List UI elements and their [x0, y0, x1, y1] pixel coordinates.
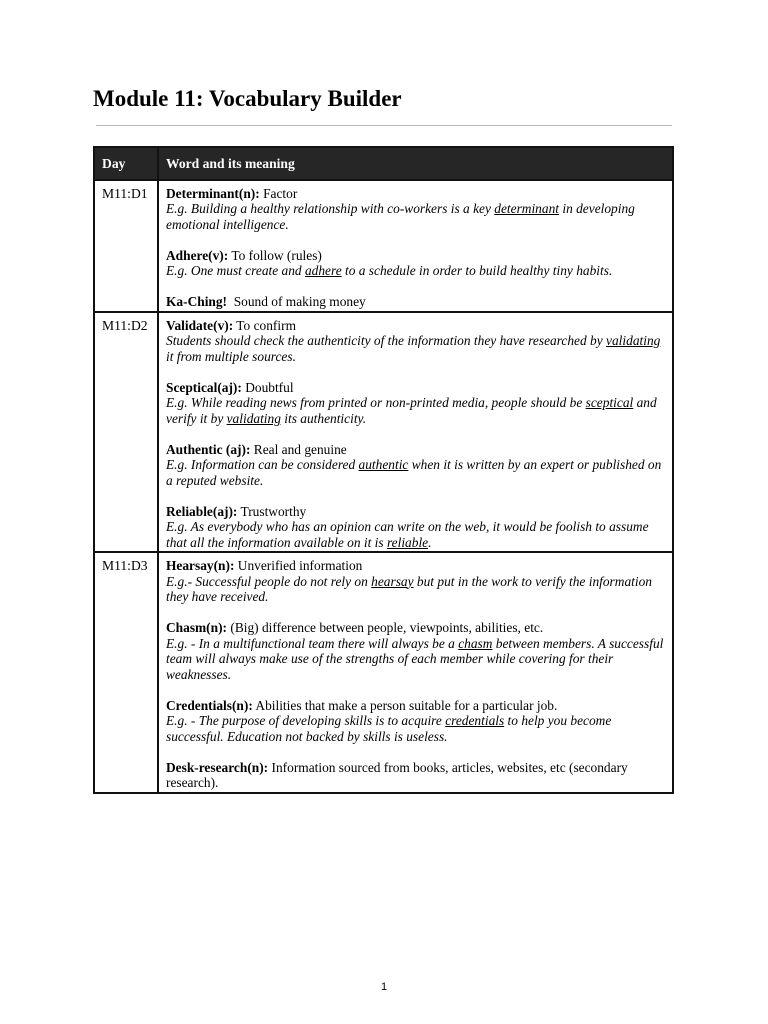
- day-cell: M11:D3: [94, 552, 158, 793]
- meaning: (Big) difference between people, viewpoints, abilities, etc.: [227, 620, 544, 635]
- words-cell: [158, 180, 673, 312]
- example-text: E.g. Building a healthy relationship with co-workers is a key: [166, 201, 495, 216]
- example-text: and verify it by: [166, 395, 657, 426]
- example-keyword: reliable: [386, 534, 429, 550]
- example-keyword: validating: [226, 410, 281, 426]
- term: Validate(v):: [166, 317, 234, 333]
- day-cell: M11:D2: [94, 312, 158, 553]
- term: Sceptical(aj):: [166, 379, 242, 395]
- example-text: to help you become successful. Education not backed by skills is useless.: [166, 713, 612, 744]
- words-cell: [158, 312, 673, 553]
- example-sentence: [166, 457, 666, 488]
- example-keyword: hearsay: [371, 573, 414, 589]
- vocab-entry: [166, 318, 666, 365]
- example-sentence: [166, 201, 666, 232]
- example-sentence: [166, 574, 666, 605]
- example-keyword: sceptical: [585, 395, 634, 410]
- example-keyword: chasm: [458, 635, 493, 651]
- example-text: E.g. As everybody who has an opinion can write on the web, it would be foolish to assume that all the information available on it is: [166, 519, 649, 550]
- vocab-entry: [166, 248, 666, 279]
- page-number: 1: [380, 981, 388, 993]
- example-keyword: authentic: [358, 457, 409, 472]
- vocab-entry: [166, 698, 666, 745]
- meaning: Information sourced from books, articles, websites, etc (secondary research).: [166, 759, 628, 790]
- example-text: to a schedule in order to build healthy tiny habits.: [341, 263, 613, 278]
- title-divider: [96, 125, 672, 126]
- header-day: Day: [94, 147, 158, 180]
- term: Hearsay(n):: [166, 558, 235, 573]
- example-text: its authenticity.: [280, 410, 367, 426]
- vocab-entry: [166, 294, 666, 310]
- example-keyword: determinant: [494, 201, 559, 216]
- meaning: Unverified information: [234, 558, 363, 573]
- table-row: [94, 180, 673, 312]
- vocab-entry: [166, 186, 666, 233]
- words-cell: [158, 552, 673, 793]
- vocab-entry: [166, 620, 666, 682]
- day-cell: M11:D1: [94, 180, 158, 312]
- example-keyword: credentials: [445, 713, 505, 728]
- vocab-entry: [166, 442, 666, 489]
- meaning: Real and genuine: [250, 441, 347, 457]
- meaning: Trustworthy: [237, 503, 307, 519]
- example-sentence: [166, 395, 666, 426]
- meaning: Doubtful: [241, 379, 294, 395]
- example-text: E.g. While reading news from printed or non-printed media, people should be: [166, 395, 586, 410]
- example-sentence: [166, 263, 666, 279]
- example-text: E.g. One must create and: [166, 263, 305, 278]
- example-sentence: [166, 519, 666, 550]
- vocab-entry: [166, 558, 666, 605]
- term: Chasm(n):: [166, 620, 228, 635]
- term: Reliable(aj):: [166, 503, 238, 519]
- example-text: E.g. - In a multifunctional team there will always be a: [166, 635, 459, 651]
- vocab-entry: [166, 380, 666, 427]
- meaning: Abilities that make a person suitable for a particular job.: [252, 697, 558, 713]
- vocabulary-table: [93, 146, 674, 794]
- term: Credentials(n):: [166, 697, 253, 713]
- example-text: E.g. - The purpose of developing skills is to acquire: [166, 713, 446, 728]
- example-sentence: [166, 333, 666, 364]
- vocab-entry: [166, 504, 666, 551]
- term: Adhere(v):: [166, 247, 229, 263]
- example-text: between members. A successful team will always make use of the strengths of each member while covering for their weaknesses.: [166, 635, 664, 682]
- example-text: .: [428, 534, 432, 550]
- page-title: Module 11: Vocabulary Builder: [93, 86, 402, 111]
- example-text: when it is written by an expert or published on a reputed website.: [166, 457, 662, 488]
- example-sentence: [166, 636, 666, 683]
- meaning: Sound of making money: [227, 294, 366, 309]
- meaning: Factor: [259, 185, 298, 201]
- example-keyword: adhere: [304, 263, 342, 278]
- term: Authentic (aj):: [166, 441, 251, 457]
- meaning: To follow (rules): [228, 247, 322, 263]
- term: Desk-research(n):: [166, 759, 269, 775]
- vocab-entry: [166, 760, 666, 791]
- term: Ka-Ching!: [166, 294, 228, 309]
- example-text: E.g. Information can be considered: [166, 457, 359, 472]
- example-text: Students should check the authenticity of the information they have researched by: [166, 333, 607, 348]
- example-keyword: validating: [606, 333, 661, 348]
- table-row: [94, 552, 673, 793]
- header-word-meaning: Word and its meaning: [158, 147, 673, 180]
- example-text: in developing emotional intelligence.: [166, 201, 635, 232]
- table-row: [94, 312, 673, 553]
- example-sentence: [166, 713, 666, 744]
- table-header-row: [94, 147, 673, 180]
- example-text: but put in the work to verify the information they have received.: [166, 573, 652, 604]
- term: Determinant(n):: [166, 185, 260, 201]
- example-text: it from multiple sources.: [166, 348, 296, 364]
- meaning: To confirm: [233, 317, 296, 333]
- example-text: E.g.- Successful people do not rely on: [166, 573, 372, 589]
